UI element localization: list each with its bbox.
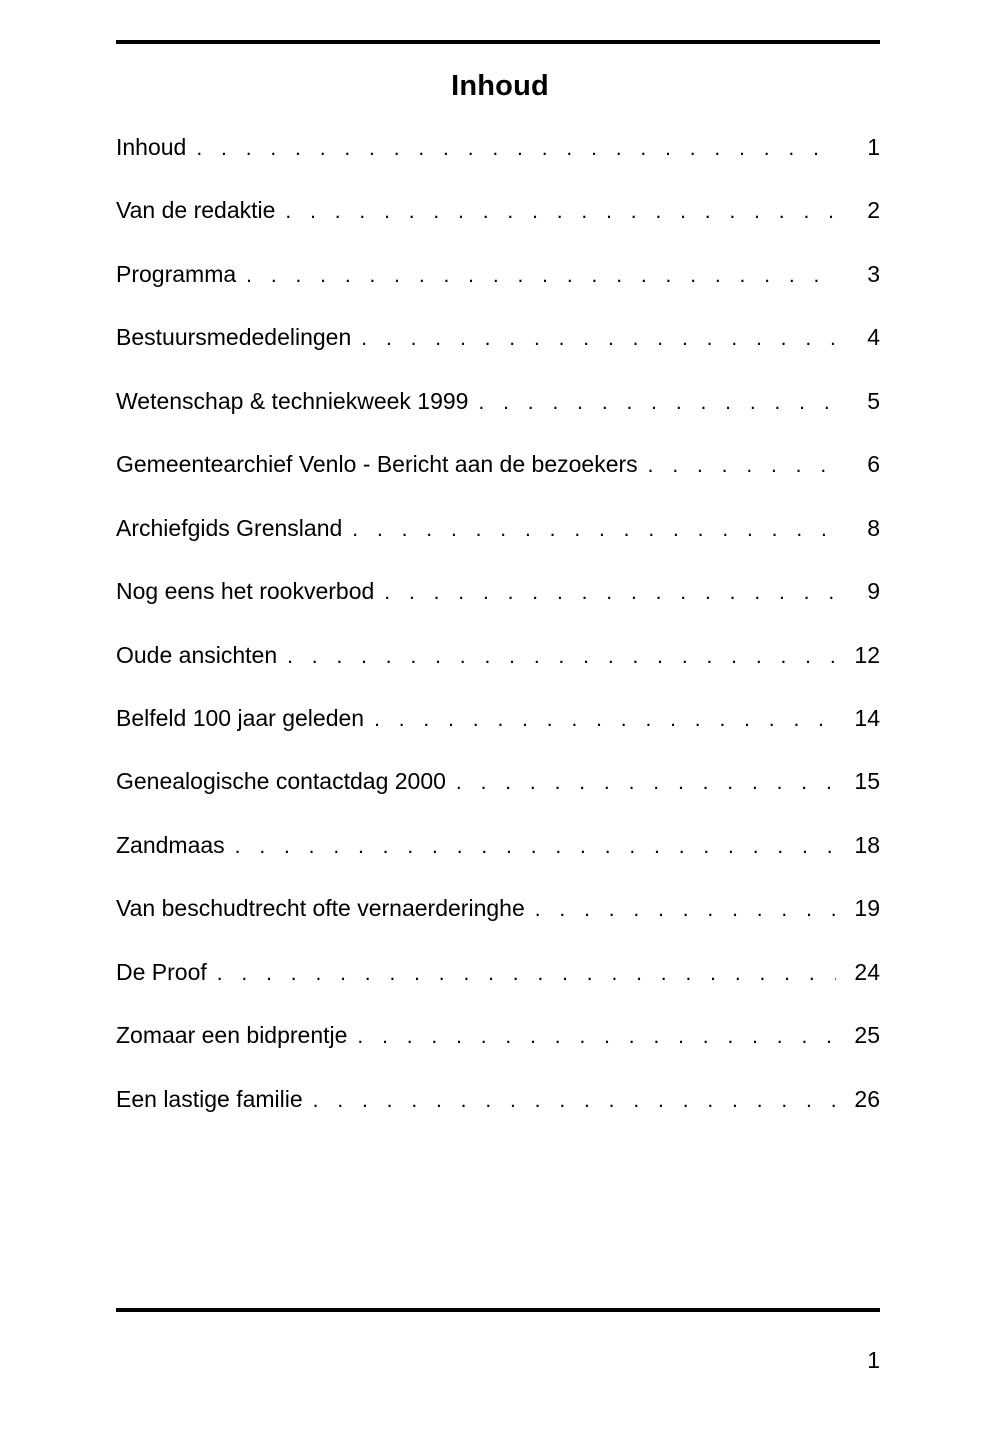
toc-entry-title: Oude ansichten [116, 641, 278, 668]
toc-entry-page: 12 [854, 641, 880, 668]
top-rule [116, 40, 880, 44]
toc-entry-title: Van de redaktie [116, 197, 276, 224]
toc-entry [116, 642, 880, 705]
toc-entry [116, 832, 880, 895]
dot-leader [287, 645, 836, 669]
dot-leader [235, 835, 836, 859]
toc-entry-title: Wetenschap & techniekweek 1999 [116, 387, 469, 414]
toc-entry [116, 324, 880, 387]
toc-entry-title: Zandmaas [116, 831, 225, 858]
toc-entry [116, 261, 880, 324]
dot-leader [217, 962, 836, 986]
toc-entry-page: 1 [867, 134, 880, 160]
page-title: Inhoud [451, 70, 549, 102]
dot-leader [535, 898, 836, 922]
toc-entry-page: 15 [854, 768, 880, 795]
dot-leader [478, 391, 836, 415]
toc-entry-page: 6 [867, 451, 880, 478]
toc-entry [116, 197, 880, 260]
toc-entry-title: Gemeentearchief Venlo - Bericht aan de bezoekers [116, 451, 638, 478]
toc-entry-title: Archiefgids Grensland [116, 514, 343, 541]
dot-leader [374, 708, 836, 732]
toc-entry-page: 8 [867, 514, 880, 541]
toc-entry-title: Belfeld 100 jaar geleden [116, 704, 365, 731]
dot-leader [648, 454, 836, 478]
dot-leader [456, 771, 836, 795]
dot-leader [384, 581, 836, 605]
toc-entry [116, 134, 880, 197]
toc-entry-page: 24 [854, 958, 880, 985]
dot-leader [246, 264, 836, 288]
toc-entry [116, 388, 880, 451]
page-number: 1 [867, 1347, 880, 1373]
toc-entry [116, 1086, 880, 1149]
toc-entry-page: 18 [854, 831, 880, 858]
toc-entry-title: Genealogische contactdag 2000 [116, 768, 446, 795]
toc-entry-page: 9 [867, 578, 880, 605]
toc-entry-page: 2 [867, 197, 880, 224]
table-of-contents [116, 134, 880, 1149]
toc-entry-page: 26 [854, 1085, 880, 1112]
toc-entry [116, 768, 880, 831]
toc-entry-page: 5 [867, 387, 880, 414]
toc-entry-title: Een lastige familie [116, 1085, 303, 1112]
toc-entry [116, 451, 880, 514]
toc-entry-title: Van beschudtrecht ofte vernaerderinghe [116, 895, 525, 922]
toc-entry [116, 515, 880, 578]
toc-entry-page: 4 [867, 324, 880, 351]
toc-entry-title: Zomaar een bidprentje [116, 1022, 348, 1049]
dot-leader [357, 1025, 836, 1049]
toc-entry-title: Bestuursmededelingen [116, 324, 352, 351]
dot-leader [361, 327, 836, 351]
toc-entry-page: 14 [854, 704, 880, 731]
toc-entry [116, 959, 880, 1022]
dot-leader [313, 1089, 836, 1113]
toc-entry [116, 1022, 880, 1085]
toc-entry-title: Nog eens het rookverbod [116, 578, 375, 605]
toc-entry-title: De Proof [116, 958, 207, 985]
toc-entry-page: 25 [854, 1022, 880, 1049]
toc-entry [116, 578, 880, 641]
toc-entry [116, 705, 880, 768]
toc-entry [116, 895, 880, 958]
dot-leader [285, 200, 836, 224]
toc-entry-page: 19 [854, 895, 880, 922]
toc-entry-title: Programma [116, 260, 237, 287]
toc-entry-page: 3 [867, 260, 880, 287]
bottom-rule [116, 1308, 880, 1312]
toc-entry-title: Inhoud [116, 134, 187, 160]
dot-leader [352, 518, 836, 542]
dot-leader [196, 137, 836, 161]
